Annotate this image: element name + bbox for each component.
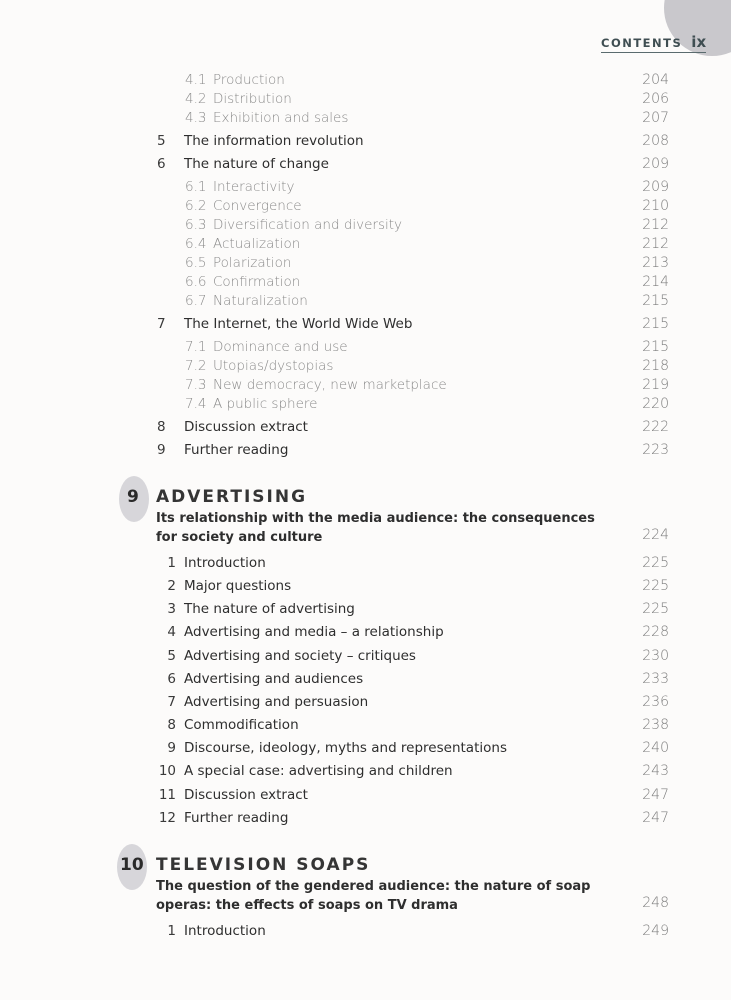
- chapter-number: 9: [127, 487, 139, 507]
- toc-section[interactable]: [0, 601, 731, 621]
- subsection-title: Distribution: [213, 91, 292, 107]
- subsection-number: 6.3: [185, 217, 207, 233]
- section-title: Further reading: [184, 810, 289, 826]
- toc-section[interactable]: [0, 316, 731, 336]
- page-number: 247: [642, 810, 669, 826]
- section-title: Introduction: [184, 555, 266, 571]
- section-title: The Internet, the World Wide Web: [184, 316, 413, 332]
- subsection-number: 4.3: [185, 110, 207, 126]
- toc-subsection[interactable]: [0, 179, 731, 199]
- toc-section[interactable]: [0, 555, 731, 575]
- subsection-number: 7.4: [185, 396, 207, 412]
- running-head-label: CONTENTS: [601, 36, 683, 50]
- page-number: 208: [642, 133, 669, 149]
- page-number: 243: [642, 763, 669, 779]
- page-number: 207: [642, 110, 669, 126]
- toc-subsection[interactable]: [0, 217, 731, 237]
- subsection-title: A public sphere: [213, 396, 318, 412]
- section-number: 11: [158, 787, 176, 803]
- toc-section[interactable]: [0, 923, 731, 943]
- section-title: Commodification: [184, 717, 299, 733]
- toc-subsection[interactable]: [0, 358, 731, 378]
- section-number: 9: [167, 740, 176, 756]
- page-number: 214: [642, 274, 669, 290]
- section-number: 4: [167, 624, 176, 640]
- subsection-number: 6.6: [185, 274, 207, 290]
- section-title: Advertising and media – a relationship: [184, 624, 444, 640]
- section-number: 7: [157, 316, 166, 332]
- section-number: 7: [167, 694, 176, 710]
- subsection-number: 6.7: [185, 293, 207, 309]
- page-number: 247: [642, 787, 669, 803]
- subsection-title: Interactivity: [213, 179, 295, 195]
- page-number: 219: [642, 377, 669, 393]
- toc-section[interactable]: [0, 578, 731, 598]
- toc-subsection[interactable]: [0, 396, 731, 416]
- page-number: 210: [642, 198, 669, 214]
- subsection-number: 6.5: [185, 255, 207, 271]
- section-title: Introduction: [184, 923, 266, 939]
- subsection-number: 4.1: [185, 72, 207, 88]
- section-title: Further reading: [184, 442, 289, 458]
- section-title: The nature of advertising: [184, 601, 355, 617]
- subsection-number: 6.1: [185, 179, 207, 195]
- page-number: 223: [642, 442, 669, 458]
- toc-subsection[interactable]: [0, 377, 731, 397]
- toc-subsection[interactable]: [0, 339, 731, 359]
- subsection-number: 7.3: [185, 377, 207, 393]
- section-title: Advertising and audiences: [184, 671, 364, 687]
- page-number: 236: [642, 694, 669, 710]
- section-title: The nature of change: [184, 156, 329, 172]
- page-number: 204: [642, 72, 669, 88]
- section-number: 9: [157, 442, 166, 458]
- page-number: 225: [642, 578, 669, 594]
- section-number: 8: [167, 717, 176, 733]
- subsection-title: Utopias/dystopias: [213, 358, 334, 374]
- section-number: 1: [167, 923, 176, 939]
- toc-subsection[interactable]: [0, 91, 731, 111]
- toc-section[interactable]: [0, 156, 731, 176]
- page-number: 249: [642, 923, 669, 939]
- toc-section[interactable]: [0, 740, 731, 760]
- page-number: 225: [642, 601, 669, 617]
- chapter-subtitle: Its relationship with the media audience: the consequences for society and culture: [156, 511, 595, 545]
- toc-subsection[interactable]: [0, 72, 731, 92]
- toc-section[interactable]: [0, 787, 731, 807]
- toc-subsection[interactable]: [0, 198, 731, 218]
- section-number: 6: [167, 671, 176, 687]
- toc-subsection[interactable]: [0, 110, 731, 130]
- subsection-title: Actualization: [213, 236, 301, 252]
- toc-section[interactable]: [0, 648, 731, 668]
- toc-subsection[interactable]: [0, 255, 731, 275]
- page-number: 220: [642, 396, 669, 412]
- page-number: 212: [642, 217, 669, 233]
- page-number: 222: [642, 419, 669, 435]
- section-number: 5: [157, 133, 166, 149]
- page-number: 209: [642, 156, 669, 172]
- subsection-title: Naturalization: [213, 293, 308, 309]
- subsection-title: Convergence: [213, 198, 302, 214]
- section-number: 5: [167, 648, 176, 664]
- subsection-title: Production: [213, 72, 285, 88]
- section-title: Discussion extract: [184, 787, 308, 803]
- page-number: 215: [642, 316, 669, 332]
- page-number: 215: [642, 339, 669, 355]
- page-number: 215: [642, 293, 669, 309]
- section-number: 6: [157, 156, 166, 172]
- subsection-number: 7.2: [185, 358, 207, 374]
- subsection-title: Confirmation: [213, 274, 301, 290]
- subsection-title: New democracy, new marketplace: [213, 377, 447, 393]
- subsection-number: 7.1: [185, 339, 207, 355]
- section-number: 2: [167, 578, 176, 594]
- page-number: 228: [642, 624, 669, 640]
- section-title: Advertising and society – critiques: [184, 648, 416, 664]
- chapter-page-number: 248: [642, 895, 669, 911]
- toc-section[interactable]: [0, 442, 731, 462]
- page-number: 213: [642, 255, 669, 271]
- toc-section[interactable]: [0, 810, 731, 830]
- section-title: Advertising and persuasion: [184, 694, 369, 710]
- toc-section[interactable]: [0, 419, 731, 439]
- subsection-number: 6.2: [185, 198, 207, 214]
- toc-section[interactable]: [0, 694, 731, 714]
- section-title: Major questions: [184, 578, 292, 594]
- page-number: 206: [642, 91, 669, 107]
- subsection-title: Diversification and diversity: [213, 217, 403, 233]
- chapter-title[interactable]: ADVERTISING: [156, 487, 308, 507]
- section-title: Discourse, ideology, myths and representations: [184, 740, 507, 756]
- toc-subsection[interactable]: [0, 274, 731, 294]
- subsection-title: Polarization: [213, 255, 292, 271]
- subsection-number: 6.4: [185, 236, 207, 252]
- section-title: Discussion extract: [184, 419, 308, 435]
- subsection-title: Dominance and use: [213, 339, 348, 355]
- page-number: 209: [642, 179, 669, 195]
- section-number: 12: [158, 810, 176, 826]
- chapter-page-number: 224: [642, 527, 669, 543]
- toc-section[interactable]: [0, 133, 731, 153]
- running-head: [601, 33, 706, 53]
- toc-section[interactable]: [0, 717, 731, 737]
- page-number: 230: [642, 648, 669, 664]
- section-number: 1: [167, 555, 176, 571]
- toc-section[interactable]: [0, 671, 731, 691]
- chapter-title[interactable]: TELEVISION SOAPS: [156, 855, 371, 875]
- toc-subsection[interactable]: [0, 293, 731, 313]
- page-number: 233: [642, 671, 669, 687]
- page-number: 240: [642, 740, 669, 756]
- page-number: 212: [642, 236, 669, 252]
- section-number: 3: [167, 601, 176, 617]
- subsection-title: Exhibition and sales: [213, 110, 349, 126]
- chapter-subtitle: The question of the gendered audience: the nature of soap operas: the effects of soaps on TV drama: [156, 879, 591, 913]
- section-title: The information revolution: [184, 133, 364, 149]
- toc-section[interactable]: [0, 763, 731, 783]
- chapter-number: 10: [120, 855, 144, 875]
- section-number: 10: [158, 763, 176, 779]
- section-title: A special case: advertising and children: [184, 763, 453, 779]
- page-number: 225: [642, 555, 669, 571]
- section-number: 8: [157, 419, 166, 435]
- subsection-number: 4.2: [185, 91, 207, 107]
- page-number: 238: [642, 717, 669, 733]
- toc-section[interactable]: [0, 624, 731, 644]
- toc-subsection[interactable]: [0, 236, 731, 256]
- running-head-page-number: ix: [691, 33, 707, 51]
- page-number: 218: [642, 358, 669, 374]
